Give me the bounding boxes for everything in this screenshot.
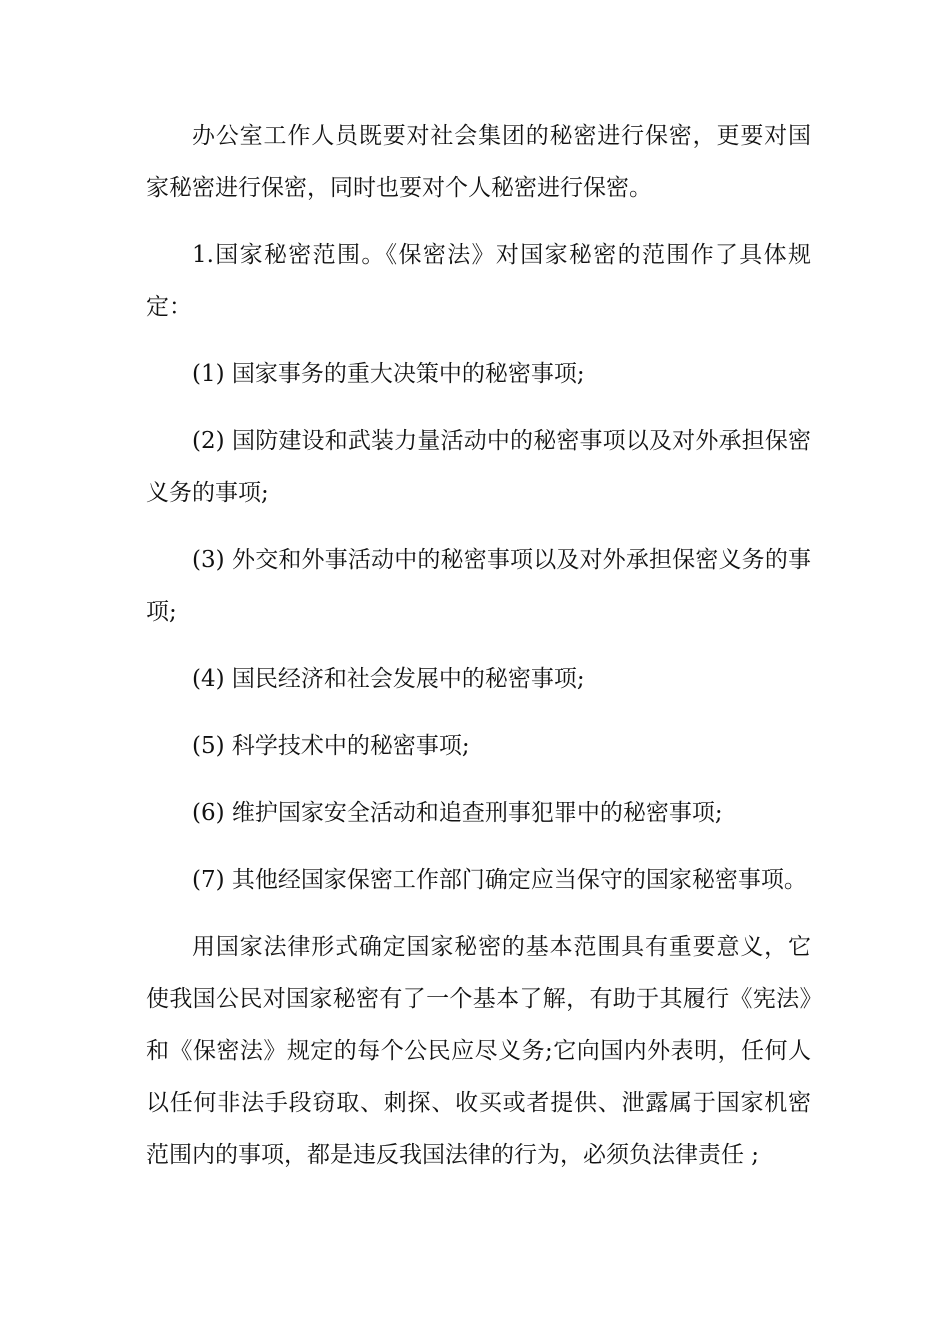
list-item-4: (4) 国民经济和社会发展中的秘密事项; [192, 666, 585, 692]
significance-paragraph: 用国家法律形式确定国家秘密的基本范围具有重要意义，它使我国公民对国家秘密有了一个基本了解，有助于其履行《宪法》和《保密法》规定的每个公民应尽义务;它向国内外表明，任何人以任何非法手段窃取、刺探、收买或者提供、泄露属于国家机密范围内的事项，都是违反我国法律的行为，必须负法律责任 ; [146, 934, 811, 1168]
list-item-5: (5) 科学技术中的秘密事项; [192, 733, 470, 759]
list-item-6: (6) 维护国家安全活动和追查刑事犯罪中的秘密事项; [192, 800, 723, 826]
list-item-1: (1) 国家事务的重大决策中的秘密事项; [192, 361, 585, 387]
list-item-3: (3) 外交和外事活动中的秘密事项以及对外承担保密义务的事项; [146, 547, 811, 625]
list-item-2: (2) 国防建设和武装力量活动中的秘密事项以及对外承担保密义务的事项; [146, 428, 811, 506]
section-heading-paragraph: 1.国家秘密范围。《保密法》对国家秘密的范围作了具体规定： [146, 242, 811, 320]
document-page [146, 110, 811, 1181]
list-item-7: (7) 其他经国家保密工作部门确定应当保守的国家秘密事项。 [192, 867, 807, 893]
intro-paragraph: 办公室工作人员既要对社会集团的秘密进行保密，更要对国家秘密进行保密，同时也要对个人秘密进行保密。 [146, 123, 811, 201]
